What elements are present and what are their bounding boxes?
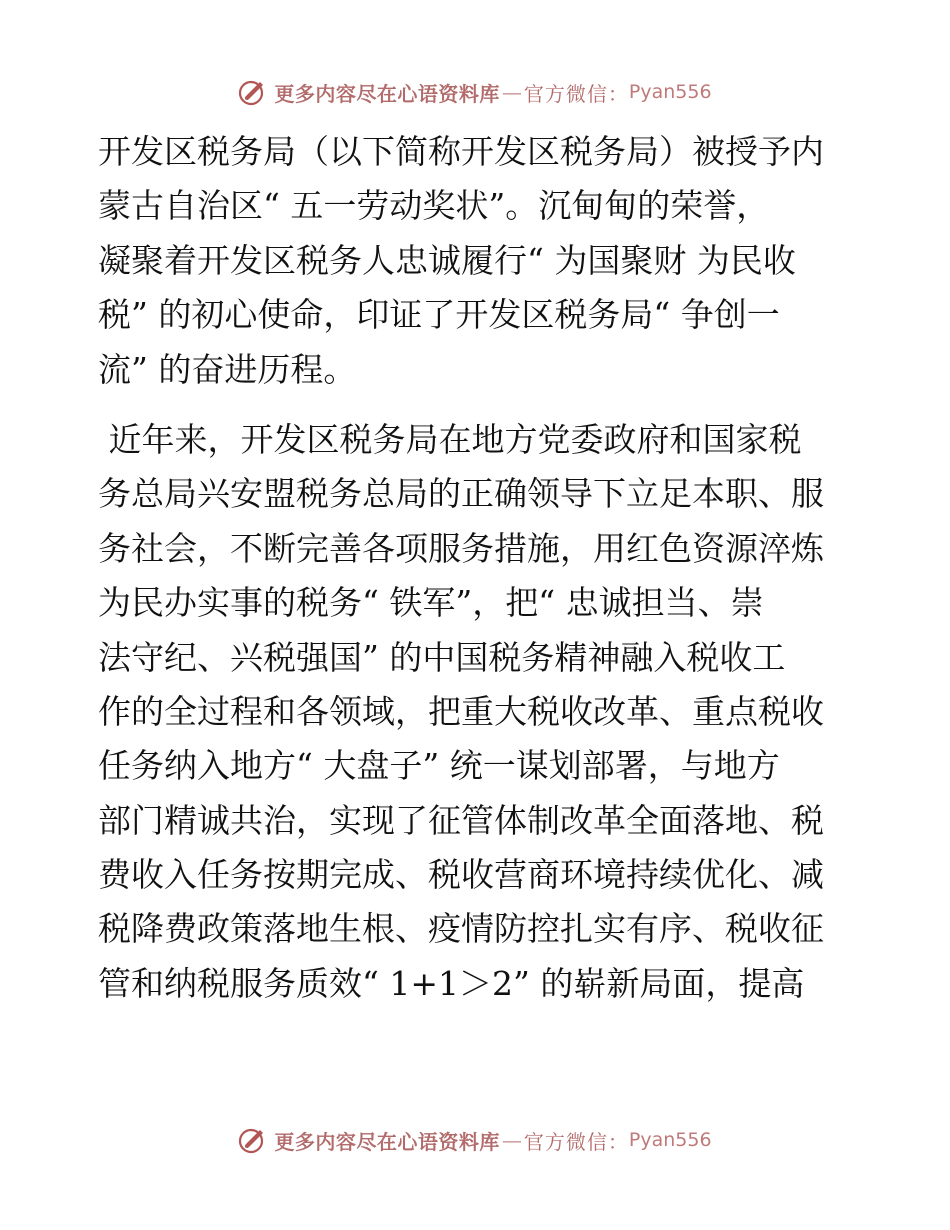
banner-dash: — <box>501 80 522 104</box>
document-body <box>98 125 858 1011</box>
banner-dash: — <box>501 1128 522 1152</box>
text-line: 流” 的奋进历程。 <box>98 349 357 389</box>
text-line: 近年来，开发区税务局在地方党委政府和国家税 <box>98 419 802 459</box>
footer-watermark-banner <box>0 1120 950 1160</box>
banner-wechat-id: Pyan556 <box>628 1129 712 1151</box>
banner-wechat-label: 官方微信： <box>523 1129 629 1154</box>
text-line: 部门精诚共治，实现了征管体制改革全面落地、税 <box>98 800 824 840</box>
text-line: 务社会，不断完善各项服务措施，用红色资源淬炼 <box>98 528 824 568</box>
paragraph-spacer <box>98 397 858 413</box>
header-watermark-banner <box>0 72 950 112</box>
paragraph-1 <box>98 125 858 397</box>
text-line: 作的全过程和各领域，把重大税收改革、重点税收 <box>98 691 824 731</box>
pen-logo-icon <box>238 1125 268 1155</box>
text-line: 税” 的初心使命，印证了开发区税务局“ 争创一 <box>98 295 780 335</box>
banner-wechat-id: Pyan556 <box>628 81 712 103</box>
text-line: 法守纪、兴税强国” 的中国税务精神融入税收工 <box>98 637 786 677</box>
text-line: 任务纳入地方“ 大盘子” 统一谋划部署，与地方 <box>98 746 780 786</box>
banner-main-text: 更多内容尽在心语资料库 <box>274 1129 500 1154</box>
text-line: 开发区税务局（以下简称开发区税务局）被授予内 <box>98 132 824 171</box>
paragraph-2 <box>98 413 858 1011</box>
text-line: 费收入任务按期完成、税收营商环境持续优化、减 <box>98 855 824 895</box>
text-line: 务总局兴安盟税务总局的正确领导下立足本职、服 <box>98 474 824 514</box>
text-line: 税降费政策落地生根、疫情防控扎实有序、税收征 <box>98 909 824 949</box>
pen-logo-icon <box>238 77 268 107</box>
banner-wechat-label: 官方微信： <box>523 81 629 106</box>
text-line: 为民办实事的税务“ 铁军”，把“ 忠诚担当、崇 <box>98 583 764 623</box>
text-line: 管和纳税服务质效“ 1+1＞2” 的崭新局面，提高 <box>98 963 805 1003</box>
text-line: 蒙古自治区“ 五一劳动奖状”。沉甸甸的荣誉， <box>98 186 770 226</box>
text-line: 凝聚着开发区税务人忠诚履行“ 为国聚财 为民收 <box>98 240 796 280</box>
banner-main-text: 更多内容尽在心语资料库 <box>274 81 500 106</box>
